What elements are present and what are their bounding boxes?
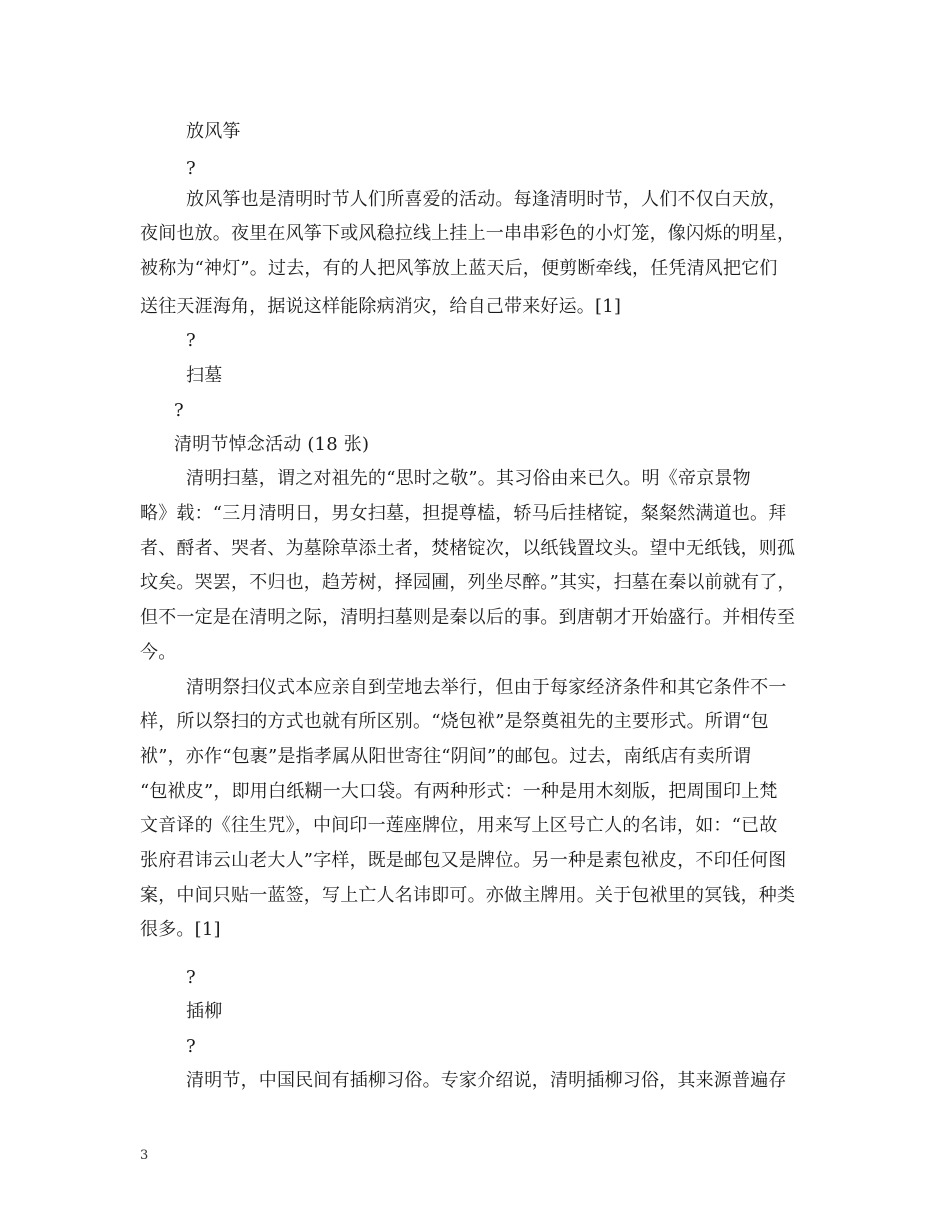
paragraph-line: 袱”，亦作“包裹”是指孝属从阳世寄往“阴间”的邮包。过去，南纸店有卖所谓	[140, 746, 752, 767]
paragraph-line: 放风筝也是清明时节人们所喜爱的活动。每逢清明时节，人们不仅白天放，	[186, 189, 787, 210]
paragraph-line: 者、酹者、哭者、为墓除草添土者，焚楮锭次，以纸钱置坟头。望中无纸钱，则孤	[140, 538, 796, 559]
paragraph-line: 样，所以祭扫的方式也就有所区别。“烧包袱”是祭奠祖先的主要形式。所谓“包	[140, 711, 769, 732]
paragraph-line: 坟矣。哭罢，不归也，趋芳树，择园圃，列坐尽醉。”其实，扫墓在秦以前就有了，	[140, 572, 796, 593]
paragraph-line: 今。	[140, 642, 177, 663]
paragraph-line: 案，中间只贴一蓝签，写上亡人名讳即可。亦做主牌用。关于包袱里的冥钱，种类	[140, 885, 796, 906]
placeholder-mark: ?	[186, 967, 196, 988]
placeholder-mark: ?	[174, 400, 184, 421]
paragraph-line: 很多。[1]	[140, 919, 221, 940]
paragraph-line: 被称为“神灯”。过去，有的人把风筝放上蓝天后，便剪断牵线，任凭清风把它们	[140, 258, 778, 279]
page-number: 3	[140, 1148, 149, 1163]
paragraph-line: 送往天涯海角，据说这样能除病消灾，给自己带来好运。[1]	[140, 296, 622, 317]
paragraph-line: 清明祭扫仪式本应亲自到茔地去举行，但由于每家经济条件和其它条件不一	[186, 677, 787, 698]
placeholder-mark: ?	[186, 158, 196, 179]
paragraph-line: 但不一定是在清明之际，清明扫墓则是秦以后的事。到唐朝才开始盛行。并相传至	[140, 607, 796, 628]
heading-kite-flying: 放风筝	[186, 121, 241, 142]
paragraph-line: 略》载：“三月清明日，男女扫墓，担提尊榼，轿马后挂楮锭，粲粲然满道也。拜	[140, 503, 787, 524]
paragraph-line: 文音译的《往生咒》，中间印一莲座牌位，用来写上区号亡人的名讳，如：“已故	[140, 815, 778, 836]
image-caption: 清明节悼念活动 (18 张)	[174, 434, 370, 455]
paragraph-line: 张府君讳云山老大人”字样，既是邮包又是牌位。另一种是素包袱皮，不印任何图	[140, 850, 787, 871]
paragraph-line: 清明节，中国民间有插柳习俗。专家介绍说，清明插柳习俗，其来源普遍存	[186, 1070, 787, 1091]
heading-tomb-sweeping: 扫墓	[186, 365, 223, 386]
placeholder-mark: ?	[186, 330, 196, 351]
paragraph-line: “包袱皮”，即用白纸糊一大口袋。有两种形式：一种是用木刻版，把周围印上梵	[140, 781, 778, 802]
placeholder-mark: ?	[186, 1036, 196, 1057]
heading-willow-planting: 插柳	[186, 1001, 223, 1022]
paragraph-line: 夜间也放。夜里在风筝下或风稳拉线上挂上一串串彩色的小灯笼，像闪烁的明星，	[140, 223, 796, 244]
paragraph-line: 清明扫墓，谓之对祖先的“思时之敬”。其习俗由来已久。明《帝京景物	[186, 468, 751, 489]
